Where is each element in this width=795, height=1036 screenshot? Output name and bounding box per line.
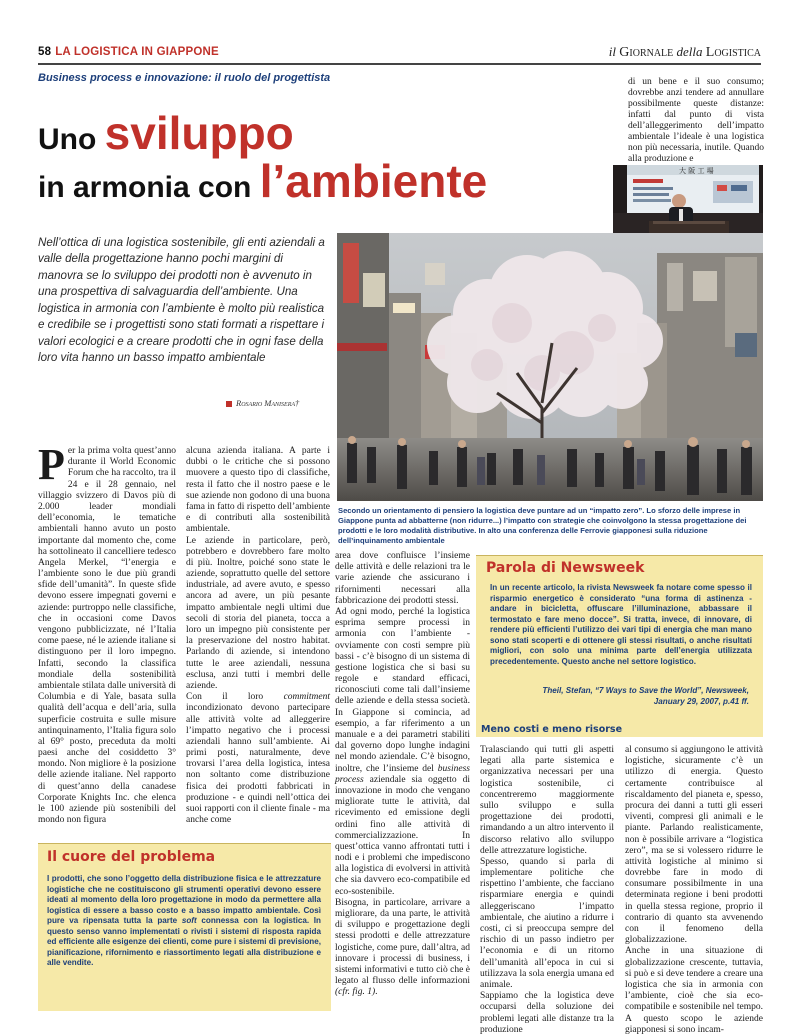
box-title: Il cuore del problema: [47, 849, 216, 865]
text-run-italic: soft: [181, 916, 197, 926]
page-number: 58: [38, 46, 52, 58]
paragraph: Sappiamo che la logistica deve occuparsi della soluzione dei problemi legati alle distanze tra la produzione: [480, 991, 614, 1035]
paragraph: [186, 692, 330, 826]
paragraph: alcuna azienda italiana. A parte i dubbi o le critiche che si possono muovere a questo tipo di classifiche, resta il fatto che il nostro paese e le sue aziende non godono di una buona fama in fatto di rispetto dell’ambiente e di contributi alla sostenibilità ambientale.: [186, 446, 330, 535]
body-column-3: [335, 551, 470, 999]
text-run: Bisogna, in particolare, arrivare a migliorare, da una parte, le attività di sviluppo e progettazione degli stessi prodotti e delle attrezzature logistiche, come pure, dall’altra, ad innovare i processi di business, i sistemi informativi e tutto ciò che è legato al flusso delle informazioni: [335, 897, 470, 987]
text-run-italic: (cfr. fig. 1): [335, 987, 376, 998]
photo-caption: Secondo un orientamento di pensiero la logistica deve puntare ad un “impatto zero”. Lo sforzo delle imprese in Giappone punta ad abbatterne (non ridurre...) l’impatto con strategie che coinvolgono la stessa progettazione dei prodotti e le loro modalità distributive. In alto una conferenza delle Ferrovie giapponesi sulla riduzione dell’inquinamento ambientale: [338, 506, 747, 546]
paragraph: al consumo si aggiungono le attività logistiche, sicuramente c’è un utilizzo di energia. Questo certamente contribuisce al riscaldamento del pianeta e, spesso, procura dei danni a tutti gli esseri viventi, compresi gli animali e le piante. Parlando realisticamente, non è possibile arrivare a “logistica zero”, ma se si volessero ridurre le attività logistiche al minimo si dovrebbe fare in modo di consumare possibilmente in una determinata regione i beni prodotti in quella stessa regione, proprio il contrario di quanto sta avvenendo con il fenomeno della globalizzazione.: [625, 745, 763, 946]
logo-pre: il: [608, 44, 620, 59]
dropcap: P: [38, 440, 65, 489]
paragraph: area dove confluisce l’insieme delle attività e delle relazioni tra le varie aziende che assicurano i rifornimenti necessari alla fabbricazione dei prodotti stessi.: [335, 551, 470, 606]
paragraph: [335, 607, 470, 898]
conference-photo-image: [613, 165, 763, 241]
byline-square-icon: [226, 401, 232, 407]
title-highlight: sviluppo: [104, 107, 294, 159]
text-run: Con il loro: [186, 692, 284, 703]
text-run: connessa con la logistica. In questo senso vanno implementati o rivisti i sistemi di risposta rapida ed efficiente alle esigenze dei clienti, come pure i sistemi di previsione, pianificazione, rifornimento e riassortimento legati alla distribuzione e alle vendite.: [47, 916, 321, 968]
body-column-2: [186, 446, 330, 826]
publication-logo: [609, 44, 761, 61]
text-run: I prodotti, che sono l’oggetto della distribuzione fisica e le attrezzature logistiche che ne costituiscono gli strumenti operativi devono essere ideati al momento della loro progettazione in modo da permettere alla logistica di essere a basso costo e a basso impatto ambientale. Così pure va ripensata tutta la parte: [47, 874, 321, 926]
street-photo-image: [337, 233, 763, 501]
box-title: Parola di Newsweek: [486, 560, 645, 576]
title-part: in armonia con: [38, 171, 260, 204]
body-column-5: [625, 745, 763, 1036]
box-body: [47, 874, 321, 969]
title-part: Uno: [38, 123, 105, 156]
paragraph: [335, 898, 470, 999]
box-body: In un recente articolo, la rivista Newsweek fa notare come spesso il risparmio energetico è considerato “una forma di astinenza - andare in bicicletta, offuscare l’illuminazione, abbassare il termostato e fare meno docce”. Si tratta, invece, di innovare, di rendere più efficienti l’utilizzo dei vari tipi di energia che man mano sono stati scoperti e di ottenere gli stessi risultati, o anche risultati migliori, con solo una minima parte dell’energia utilizzata precedentemente. Questo anche nel settore logistico.: [490, 583, 752, 666]
text-run: aziendale sia oggetto di innovazione in modo che vengano migliorate tutte le attività, dal ricevimento ed emissione degli ordini fino alle attività di commercializzazione. In quest’ottica vanno affrontati tutti i nodi e i problemi che impediscono alla logistica di evolversi in attività che sia davvero eco-compatibile ed eco-sostenibile.: [335, 774, 470, 897]
paragraph: Anche in una situazione di globalizzazione crescente, tuttavia, si può e si deve tendere a creare una logistica che sia in armonia con l’ambiente, cioè che sia eco-compatibile e sostenibile nel tempo. A questo scopo le aziende giapponesi si sono incam-: [625, 946, 763, 1035]
problem-sidebar-box: [38, 843, 331, 1011]
citation-line: Theil, Stefan, “7 Ways to Save the World”, Newsweek,: [542, 686, 749, 695]
text-run-italic: business process: [335, 763, 470, 785]
newsweek-sidebar-box: [476, 555, 763, 737]
subheading-meno-costi: Meno costi e meno risorse: [481, 724, 623, 735]
text-run: Ad ogni modo, perché la logistica esprima sempre processi in armonia con l’ambiente - ovviamente con costi sempre più bassi - c’è bisogno di un sistema di gestione logistica che si basi su regole e standard efficaci, riconosciuti come tali dall’insieme delle aziende e della stessa società. In Giappone si comincia, ad esempio, a far riferimento a un manuale e a dei parametri stabiliti dal governo dopo lunghe indagini nel mondo aziendale. C’è bisogno, inoltre, che l’insieme del: [335, 606, 470, 774]
paragraph: Le aziende in particolare, però, potrebbero e dovrebbero fare molto di più. Inoltre, poiché sono state le aziende, soprattutto quelle del settore industriale, ad avere avuto, e spesso ancora ad avere, un più pesante impatto ambientale negli ultimi due secoli di storia del pianeta, tocca a loro un impegno più consistente per la preservazione del nostro habitat. Parlando di aziende, si intendono tutte le aree aziendali, nessuna esclusa, anzi tutti i membri delle aziende.: [186, 535, 330, 691]
paragraph: er la prima volta quest’anno durante il World Economic Forum che ha raccolto, tra il 24 e il 28 gennaio, nel villaggio svizzero di Davos più di 2.000 leader mondiali dell’economia, le tematiche ambientali hanno avuto un posto importante dal momento che, come ha sottolineato il cancelliere tedesco Angela Merkel, “l’energia e l’ambiente sono le due più grandi sfide dell’umanità”. In queste sfide devono essere impegnati governi e aziende: purtroppo nelle classifiche, che in occasioni come Davos vengono pubblicizzate, né l’Italia come paese, né le aziende italiane si distinguono per il loro impegno. Infatti, secondo la classifica mondiale della sostenibilità ambientale stilata dalle università di Columbia e di Yale, basata sulla qualità dell’acqua e dell’aria, sulla superficie costruita e sulle misure antinquinamento, l’Italia figura solo al 69° posto, preceduta da molti paesi anche del cosiddetto 3° mondo. Non migliore è la posizione delle aziende italiane. Nel rapporto di quest’anno della canadese Corporate Knights Inc. che elenca le 100 aziende più sostenibili del mondo non figura: [38, 446, 176, 826]
author-byline: [226, 398, 299, 408]
section-name: LA LOGISTICA IN GIAPPONE: [55, 46, 219, 58]
section-header: [38, 46, 219, 58]
text-run-italic: commitment: [283, 692, 330, 703]
logo-main: Giornale: [619, 45, 674, 60]
text-run: .: [375, 987, 378, 998]
logo-end: Logistica: [705, 45, 761, 60]
citation-line: January 29, 2007, p.41 ff.: [653, 696, 749, 706]
sign-text: 大 阪 工 場: [679, 167, 714, 175]
street-photo: [337, 233, 763, 501]
author-name: Rosario Manisera†: [236, 398, 300, 408]
kicker: Business process e innovazione: il ruolo del progettista: [38, 72, 331, 84]
box-citation: [487, 686, 749, 708]
title-line-1: [38, 107, 294, 159]
top-right-column: di un bene e il suo consumo; dovrebbe anzi tendere ad annullare possibilmente queste distanze: infatti dal punto di vista dell’alleggerimento dell’impatto ambientale l’ideale è una logistica non più necessaria, inutile. Quando alla produzione e: [628, 77, 764, 165]
logo-mid: della: [673, 44, 706, 59]
paragraph: Spesso, quando si parla di implementare politiche che rispettino l’ambiente, che facciano risparmiare energia e quindi alleggeriscano l’impatto ambientale, che aiutino a ridurre i costi, ci si preoccupa sempre del rischio di un passo indietro per l’economia e di un ritorno dell’umanità all’epoca in cui si utilizzava la sola energia umana ed animale.: [480, 856, 614, 990]
title-line-2: [38, 155, 488, 207]
body-column-4: [480, 745, 614, 1036]
header-rule: [38, 63, 761, 65]
body-column-1: [38, 440, 176, 826]
title-highlight: l’ambiente: [259, 155, 488, 207]
lead-paragraph: Nell’ottica di una logistica sostenibile, gli enti aziendali a valle della progettazione hanno pochi margini di manovra se lo sviluppo dei prodotti non è avvenuto in una prospettiva di salvaguardia dell’ambiente. Una logistica in armonia con l’ambiente è molto più realistica e credibile se i progettisti sono stati formati a rispettare i valori ecologici e a creare prodotti che in ogni fase della loro vita hanno un basso impatto ambientale: [38, 236, 325, 365]
text-run: incondizionato devono partecipare alle attività volte ad alleggerire l’impatto negativo che i processi aziendali hanno sull’ambiente. Ai primi posti, naturalmente, deve trovarsi l’area della logistica, intesa non soltanto come distribuzione fisica dei prodotti fabbricati in produzione - e quindi nell’ottica dei suoi rapporti con il cliente finale - ma anche come: [186, 703, 330, 826]
conference-photo: [613, 165, 763, 241]
paragraph: Tralasciando qui tutti gli aspetti legati alla parte sistemica e organizzativa necessari per una logistica sostenibile, ci concentreremo maggiormente sullo sviluppo e sulla progettazione dei prodotti, rimandando a un altro intervento il discorso relativo allo sviluppo delle attrezzature logistiche.: [480, 745, 614, 856]
